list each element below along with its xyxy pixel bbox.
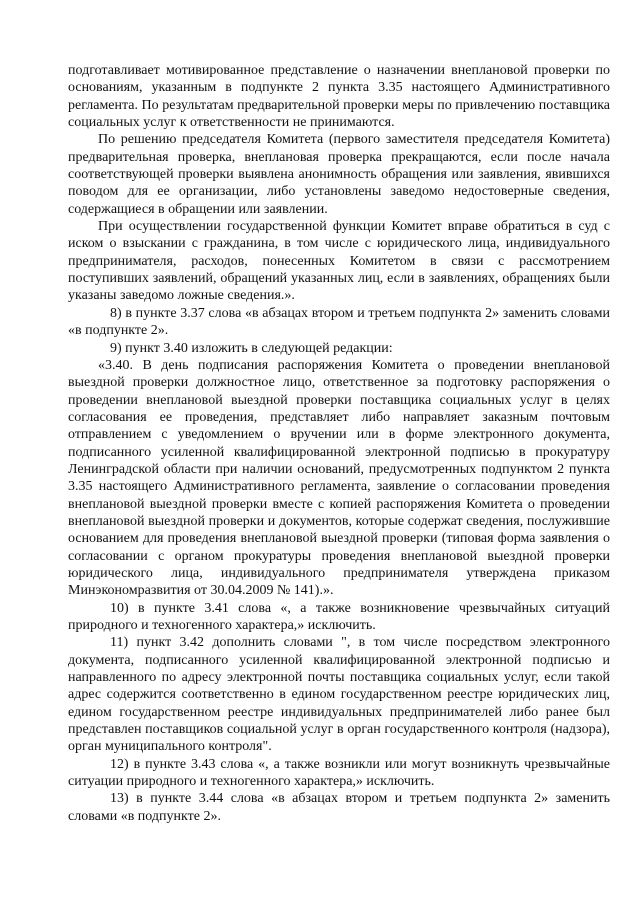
paragraph-termination: По решению председателя Комитета (первого заместителя председателя Комитета) предварительная проверка, внеплановая проверка прекращаются, если после начала соответствующей проверки выявлена анонимность обращения или заявления, явившихся поводом для ее организации, либо установлены заведомо недостоверные сведения, содержащиеся в обращении или заявлении. bbox=[68, 132, 610, 217]
amendment-item-8: 8) в пункте 3.37 слова «в абзацах втором и третьем подпункта 2» заменить словами «в подпункте 2». bbox=[68, 305, 610, 339]
amendment-item-11: 11) пункт 3.42 дополнить словами ", в том числе посредством электронного документа, подписанного усиленной квалифицированной электронной подписью и направленного по адресу электронной почты поставщика социальных услуг, если такой адрес содержится соответственно в едином государственном реестре юридических лиц, едином государственном реестре индивидуальных предпринимателей либо ранее был представлен поставщиков социальной услуг в орган государственного контроля (надзора), орган муниципального контроля". bbox=[68, 635, 610, 755]
amendment-item-9: 9) пункт 3.40 изложить в следующей редакции: bbox=[110, 340, 393, 356]
paragraph-lawsuit: При осуществлении государственной функции Комитет вправе обратиться в суд с иском о взыскании с гражданина, в том числе с юридического лица, индивидуального предпринимателя, расходов, понесенных Комитетом в связи с рассмотрением поступивших заявлений, обращений указанных лиц, если в заявлениях, обращениях были указаны заведомо ложные сведения.». bbox=[68, 219, 610, 304]
amendment-item-10: 10) в пункте 3.41 слова «, а также возникновение чрезвычайных ситуаций природного и техногенного характера,» исключить. bbox=[68, 600, 610, 633]
amendment-item-13: 13) в пункте 3.44 слова «в абзацах втором и третьем подпункта 2» заменить словами «в подпункте 2». bbox=[68, 791, 610, 824]
paragraph-3-40: «3.40. В день подписания распоряжения Комитета о проведении внеплановой выездной проверки должностное лицо, ответственное за подготовку распоряжения о проведении внеплановой выездной проверки поставщика социальных услуг в целях согласования ее проведения, представляет либо направляет заказным почтовым отправлением с уведомлением о вручении или в форме электронного документа, подписанного усиленной квалифицированной электронной подписью в прокуратуру Ленинградской области при наличии оснований, предусмотренных подпунктом 2 пункта 3.35 настоящего Административного регламента, заявление о согласовании проведения внеплановой выездной проверки вместе с копией распоряжения Комитета о проведении внеплановой выездной проверки и документов, которые содержат сведения, послужившие основанием для проведения внеплановой выездной проверки (типовая форма заявления о согласовании с органом прокуратуры проведения внеплановой выездной проверки юридического лица, индивидуального предпринимателя утверждена приказом Минэкономразвития от 30.04.2009 № 141).». bbox=[68, 357, 610, 599]
document-page bbox=[68, 62, 610, 825]
paragraph-continuation: подготавливает мотивированное представление о назначении внеплановой проверки по основаниям, указанным в подпункте 2 пункта 3.35 настоящего Административного регламента. По результатам предварительной проверки меры по привлечению поставщика социальных услуг к ответственности не принимаются. bbox=[68, 63, 610, 131]
amendment-item-12: 12) в пункте 3.43 слова «, а также возникли или могут возникнуть чрезвычайные ситуации природного и техногенного характера,» исключить. bbox=[68, 756, 610, 790]
